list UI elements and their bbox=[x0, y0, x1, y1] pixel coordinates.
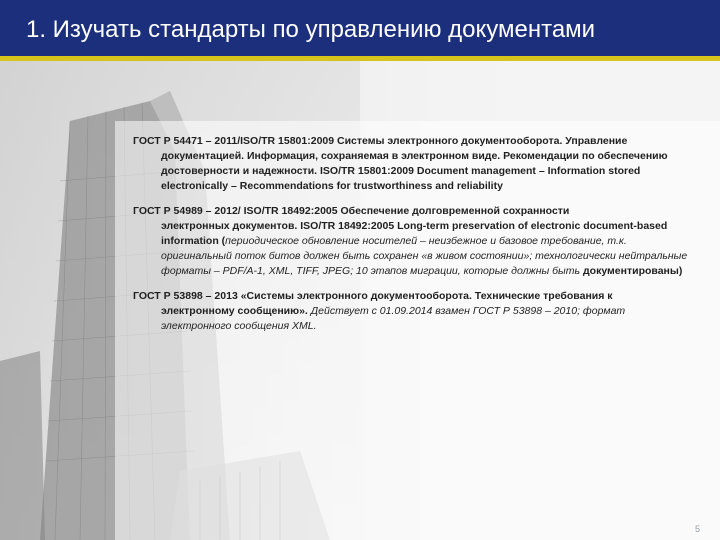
standard-description bbox=[133, 304, 693, 334]
standards-list bbox=[133, 134, 693, 344]
list-item bbox=[133, 289, 693, 334]
standard-heading: ГОСТ Р 54471 – 2011/ISO/TR 15801:2009 Системы электронного документооборота. Управление bbox=[133, 135, 628, 147]
slide-header bbox=[0, 0, 720, 61]
standard-description bbox=[133, 219, 693, 279]
standard-description-bold-end: документированы bbox=[582, 265, 679, 277]
standard-description: документацией. Информация, сохраняемая в электронном виде. Рекомендации по обеспечению достоверности и надежности. ISO/TR 15801:2009 Document management – Information stored electronically – Recommendations for trustworthiness and reliability bbox=[161, 150, 668, 192]
list-item bbox=[133, 204, 693, 279]
standard-heading: ГОСТ Р 54989 – 2012/ ISO/TR 18492:2005 Обеспечение долговременной сохранности bbox=[133, 205, 570, 217]
standard-heading: ГОСТ Р 53898 – 2013 «Системы электронного документооборота. Технические требования к bbox=[133, 290, 613, 302]
standard-description-bold: электронному сообщению». bbox=[161, 305, 308, 317]
standard-description-italic: Действует с 01.09.2014 взамен ГОСТ Р 53898 – 2010; формат электронного сообщения XML. bbox=[161, 305, 626, 332]
slide-title: 1. Изучать стандарты по управлению документами bbox=[26, 16, 596, 43]
list-item bbox=[133, 134, 693, 194]
page-number: 5 bbox=[694, 524, 700, 534]
standard-description-bold: электронных документов. ISO/TR 18492:2005 Long-term preservation of electronic document-based information ( bbox=[161, 220, 668, 247]
standard-description-close: ) bbox=[678, 265, 683, 277]
standard-description-italic: периодическое обновление носителей – неизбежное и базовое требование, т.к. оригинальный поток битов должен быть сохранен «в живом состоянии»; технологически нейтральные форматы – PDF/A-1, XML, TIFF, JPEG; 10 этапов миграции, которые должны быть bbox=[161, 235, 688, 277]
